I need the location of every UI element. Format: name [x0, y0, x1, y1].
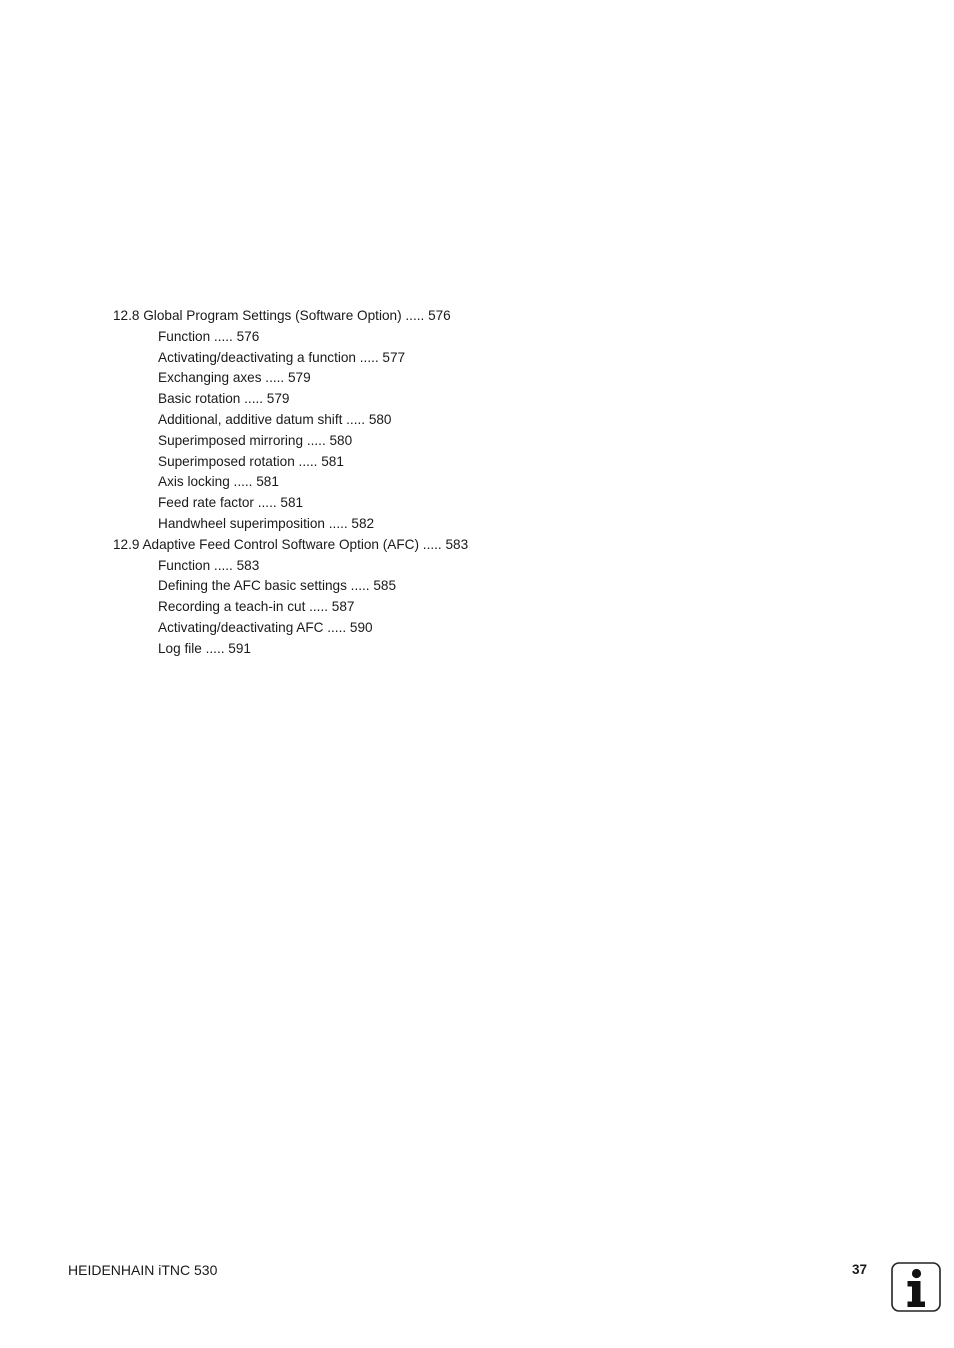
toc-entry: Recording a teach-in cut ..... 587 [158, 599, 355, 615]
toc-entry: Additional, additive datum shift ..... 580 [158, 411, 392, 427]
toc-entry: Feed rate factor ..... 581 [158, 495, 304, 511]
toc-entry: Activating/deactivating AFC ..... 590 [158, 619, 373, 635]
toc-section-12-8: 12.8 Global Program Settings (Software Option) ..... 576 [113, 308, 451, 323]
info-icon [891, 1262, 941, 1312]
toc-entry: Function ..... 583 [158, 557, 260, 573]
toc-entry: Log file ..... 591 [158, 640, 251, 656]
toc-entry: Handwheel superimposition ..... 582 [158, 515, 375, 531]
footer-title: HEIDENHAIN iTNC 530 [68, 1262, 218, 1278]
toc-entry: Defining the AFC basic settings ..... 585 [158, 578, 397, 594]
toc-entry: Superimposed mirroring ..... 580 [158, 432, 353, 448]
toc-entry: Axis locking ..... 581 [158, 474, 279, 490]
toc-entry: Exchanging axes ..... 579 [158, 370, 311, 386]
table-of-contents [113, 306, 468, 660]
page-number: 37 [852, 1262, 868, 1277]
toc-entry: Activating/deactivating a function ..... 577 [158, 349, 406, 365]
toc-entry: Superimposed rotation ..... 581 [158, 453, 344, 469]
toc-entry: Function ..... 576 [158, 328, 260, 344]
toc-entry: Basic rotation ..... 579 [158, 391, 290, 407]
toc-section-12-9: 12.9 Adaptive Feed Control Software Option (AFC) ..... 583 [113, 536, 469, 552]
